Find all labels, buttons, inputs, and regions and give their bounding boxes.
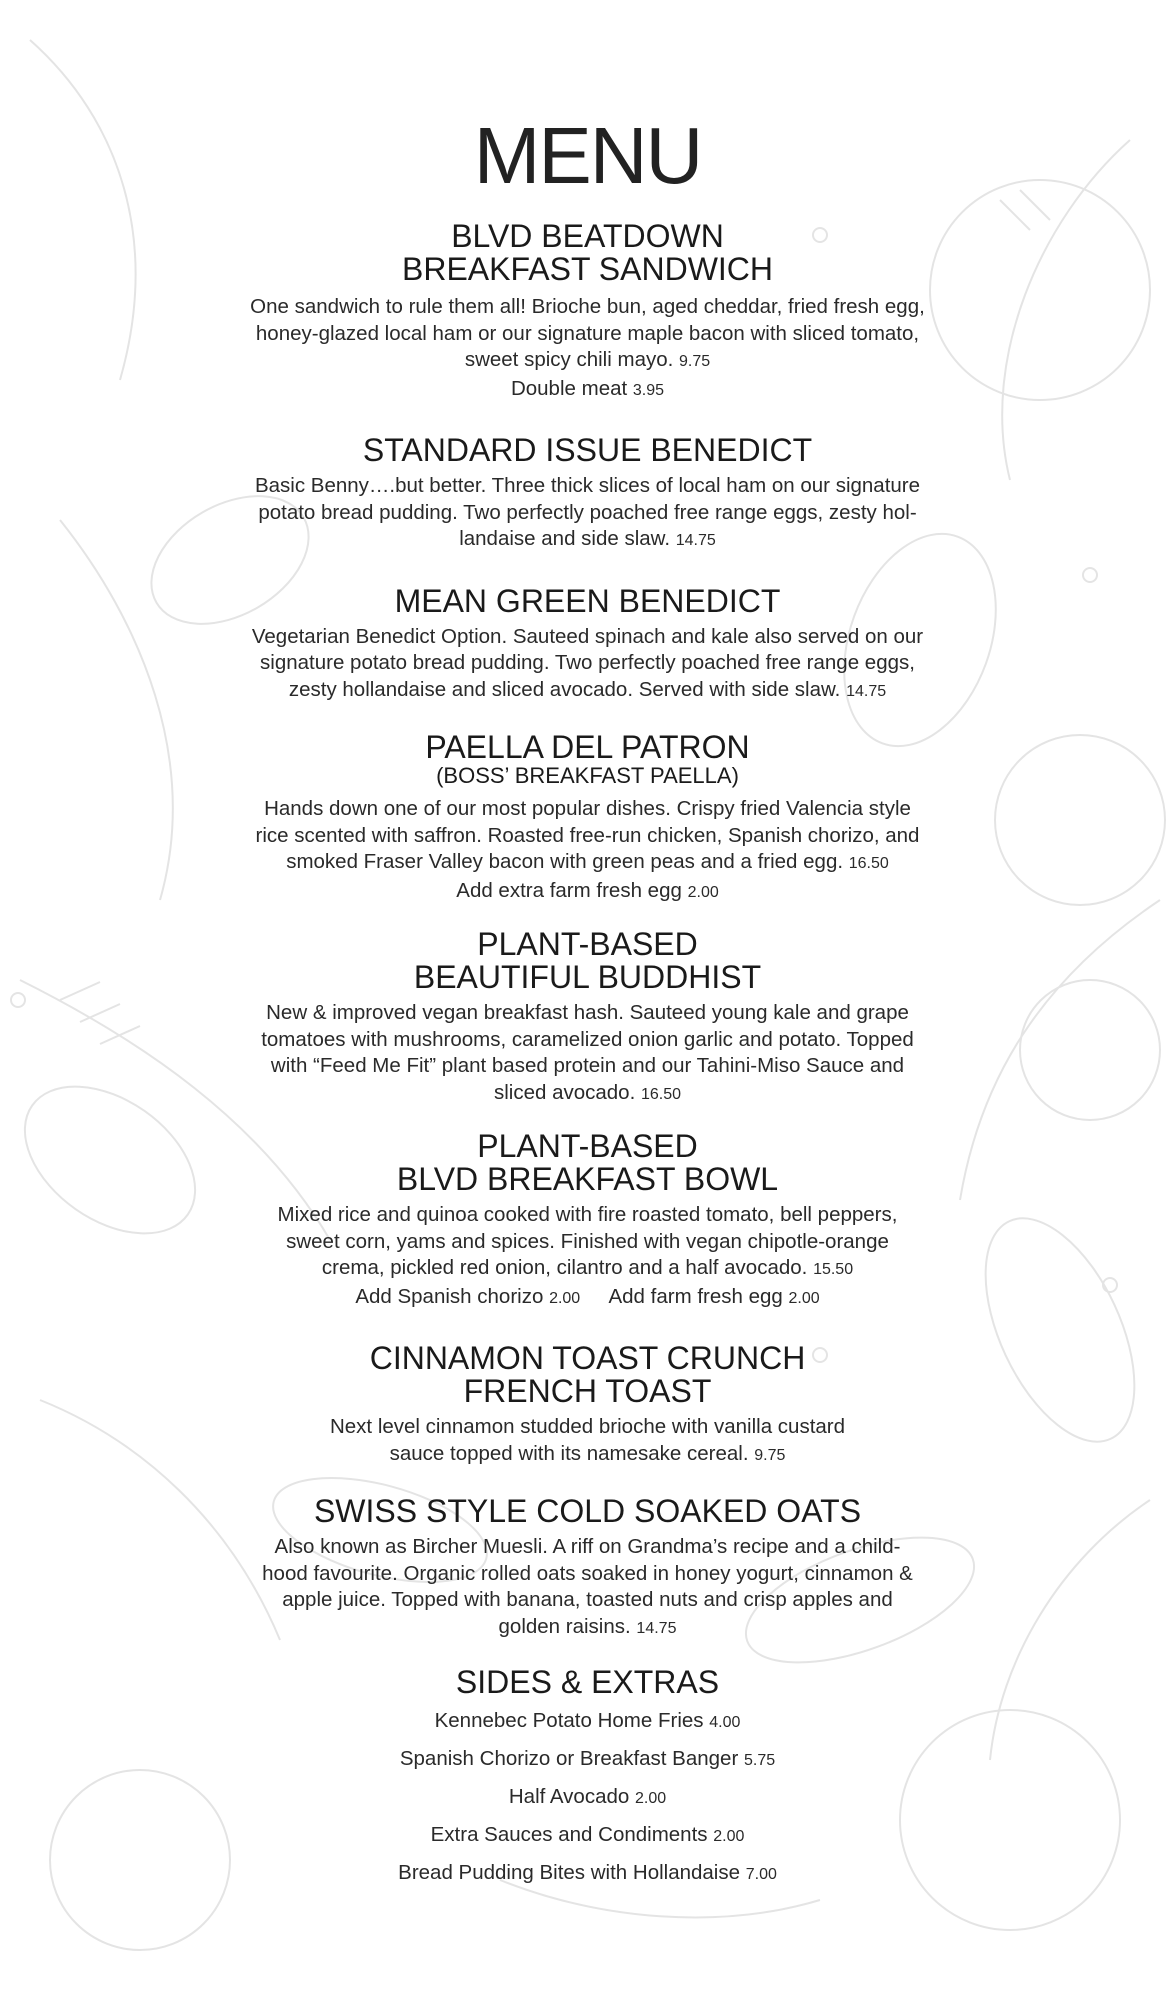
item-addon-label: Add farm fresh egg	[608, 1284, 783, 1308]
side-item: Bread Pudding Bites with Hollandaise 7.00	[398, 1861, 777, 1884]
item-description: One sandwich to rule them all! Brioche bun, aged cheddar, fried fresh egg, honey-glazed local ham or our signature maple bacon with sliced tomato, sweet spicy chili mayo. 9.75 Double meat 3.95	[250, 295, 925, 400]
item-name-line: SWISS STYLE COLD SOAKED OATS	[313, 1493, 862, 1529]
item-name-line: BLVD BEATDOWN	[451, 218, 724, 254]
menu-item-blvd-beatdown	[188, 220, 988, 404]
menu-item-mean-green-benedict	[198, 582, 978, 706]
item-subtitle: (BOSS’ BREAKFAST PAELLA)	[436, 763, 739, 788]
menu-item-beautiful-buddhist	[198, 928, 978, 1108]
item-addon-price: 2.00	[788, 1289, 820, 1307]
item-name-line: CINNAMON TOAST CRUNCH	[369, 1340, 806, 1376]
item-extra-label: Double meat	[510, 376, 628, 400]
item-price: 16.50	[848, 855, 889, 872]
item-description: Vegetarian Benedict Option. Sauteed spinach and kale also served on our signature potato bread pudding. Two perfectly poached free range eggs, zesty hollandaise and sliced avocado. Served with side slaw. 14.75	[251, 624, 924, 701]
item-addon-label: Add Spanish chorizo	[355, 1284, 544, 1308]
item-description: Also known as Bircher Muesli. A riff on Grandma’s recipe and a child- hood favourite. Organic rolled oats soaked in honey yogurt, cinnamon & apple juice. Topped with banana, toasted nuts and crisp apples and golden raisins. 14.75	[262, 1535, 913, 1638]
item-name-line: MEAN GREEN BENEDICT	[394, 582, 781, 619]
sides-heading: SIDES & EXTRAS	[455, 1664, 720, 1700]
item-price: 14.75	[846, 682, 887, 700]
item-name-line: PLANT-BASED	[477, 926, 698, 962]
item-description: New & improved vegan breakfast hash. Sauteed young kale and grape tomatoes with mushrooms, caramelized onion garlic and potato. Topped with “Feed Me Fit” plant based protein and our Tahini-Miso Sauce and sliced avocado. 16.50	[261, 1001, 914, 1104]
item-name-line: PAELLA DEL PATRON	[425, 729, 750, 765]
item-name-line: STANDARD ISSUE BENEDICT	[362, 432, 813, 468]
side-item: Extra Sauces and Condiments 2.00	[430, 1823, 745, 1846]
item-price: 14.75	[636, 1619, 677, 1637]
item-extra-price: 3.95	[632, 381, 665, 399]
menu-item-paella-del-patron	[198, 731, 978, 906]
item-name-line: BLVD BREAKFAST BOWL	[396, 1161, 779, 1197]
item-description: Hands down one of our most popular dishes. Crispy fried Valencia style rice scented with saffron. Roasted free-run chicken, Spanish chorizo, and smoked Fraser Valley bacon with green peas and a fried egg. 16.50 Add extra farm fresh egg 2.00	[255, 797, 920, 902]
item-name-line: BREAKFAST SANDWICH	[401, 251, 774, 287]
item-description: Next level cinnamon studded brioche with vanilla custard sauce topped with its namesake cereal. 9.75	[329, 1415, 846, 1465]
item-extra-label: Add extra farm fresh egg	[456, 878, 682, 902]
item-description: Mixed rice and quinoa cooked with fire roasted tomato, bell peppers, sweet corn, yams and spices. Finished with vegan chipotle-orange crema, pickled red onion, cilantro and a half avocado. 15.50 Add Spanish chorizo 2.00 Add farm fresh egg 2.00	[277, 1203, 898, 1308]
item-extra-price: 2.00	[687, 883, 719, 901]
menu-item-blvd-breakfast-bowl	[198, 1130, 978, 1312]
menu-item-standard-issue-benedict	[198, 434, 978, 555]
menu-item-cinnamon-toast-crunch	[198, 1342, 978, 1469]
side-item: Spanish Chorizo or Breakfast Banger 5.75	[399, 1747, 776, 1770]
item-name-line: BEAUTIFUL BUDDHIST	[413, 959, 762, 995]
menu-item-swiss-style-oats	[198, 1495, 978, 1642]
side-item: Half Avocado 2.00	[508, 1785, 667, 1808]
item-name-line: FRENCH TOAST	[463, 1373, 712, 1409]
sides-and-extras	[198, 1666, 978, 1893]
item-description: Basic Benny….but better. Three thick slices of local ham on our signature potato bread pudding. Two perfectly poached free range eggs, zesty hol- landaise and side slaw. 14.75	[254, 474, 921, 550]
menu-title: MENU	[473, 111, 702, 200]
item-name-line: PLANT-BASED	[477, 1128, 698, 1164]
item-price: 16.50	[640, 1085, 682, 1103]
item-price: 9.75	[679, 353, 711, 370]
item-addon-price: 2.00	[549, 1289, 581, 1307]
item-price: 14.75	[675, 532, 716, 549]
side-item: Kennebec Potato Home Fries 4.00	[434, 1709, 741, 1732]
item-price: 9.75	[754, 1446, 786, 1464]
item-price: 15.50	[813, 1261, 854, 1278]
